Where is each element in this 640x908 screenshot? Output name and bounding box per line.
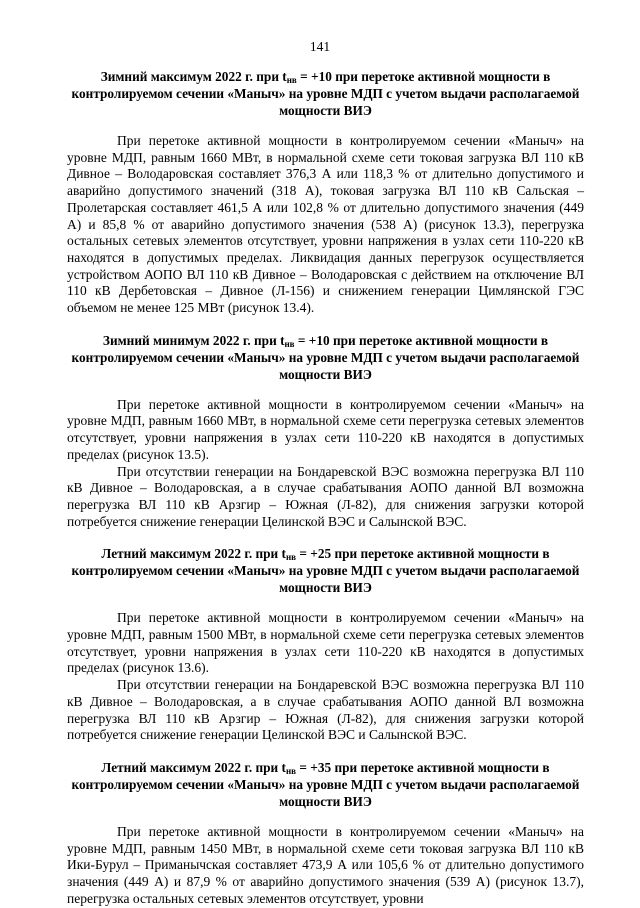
paragraph: При отсутствии генерации на Бондаревской ВЭС возможна перегрузка ВЛ 110 кВ Дивное – Володаровская, а в случае срабатывания АОПО данной ВЛ возможна перегрузка ВЛ 110 кВ Арзгир – Южная (Л-82), для снижения загрузки которой потребуется снижение генерации Целинской ВЭС и Салынской ВЭС.	[67, 677, 584, 743]
section-title: Зимний минимум 2022 г. при $t_{нв} = +10$ при перетоке активной мощности в контролируемом сечении «Маныч» на уровне МДП с учетом выдачи располагаемой мощности ВИЭ	[71, 332, 580, 382]
page-content	[67, 68, 584, 908]
section-title: Летний максимум 2022 г. при $t_{нв} = +35$ при перетоке активной мощности в контролируемом сечении «Маныч» на уровне МДП с учетом выдачи располагаемой мощности ВИЭ	[71, 759, 580, 809]
paragraph: При перетоке активной мощности в контролируемом сечении «Маныч» на уровне МДП, равным 1660 МВт, в нормальной схеме сети перегрузка сетевых элементов отсутствует, уровни напряжения в узлах сети 110-220 кВ находятся в допустимых пределах (рисунок 13.5).	[67, 396, 584, 462]
paragraph: При перетоке активной мощности в контролируемом сечении «Маныч» на уровне МДП, равным 1500 МВт, в нормальной схеме сети перегрузка сетевых элементов отсутствует, уровни напряжения в узлах сети 110-220 кВ находятся в допустимых пределах (рисунок 13.6).	[67, 610, 584, 676]
paragraph: При перетоке активной мощности в контролируемом сечении «Маныч» на уровне МДП, равным 1450 МВт, в нормальной схеме сети токовая загрузка ВЛ 110 кВ Ики-Бурул – Приманычская составляет 473,9 А или 105,6 % от длительно допустимого значения (449 А) и 87,9 % от аварийно допустимого значения (539 А) (рисунок 13.7), перегрузка остальных сетевых элементов отсутствует, уровни	[67, 823, 584, 906]
page-number: 141	[309, 39, 331, 54]
paragraph: При отсутствии генерации на Бондаревской ВЭС возможна перегрузка ВЛ 110 кВ Дивное – Володаровская, а в случае срабатывания АОПО данной ВЛ возможна перегрузка ВЛ 110 кВ Арзгир – Южная (Л-82), для снижения загрузки которой потребуется снижение генерации Целинской ВЭС и Салынской ВЭС.	[67, 463, 584, 529]
section-title: Летний максимум 2022 г. при $t_{нв} = +25$ при перетоке активной мощности в контролируемом сечении «Маныч» на уровне МДП с учетом выдачи располагаемой мощности ВИЭ	[71, 546, 580, 596]
paragraph: При перетоке активной мощности в контролируемом сечении «Маныч» на уровне МДП, равным 1660 МВт, в нормальной схеме сети токовая загрузка ВЛ 110 кВ Дивное – Володаровская составляет 376,3 А или 118,3 % от длительно допустимого и аварийно допустимого значений (318 А), токовая загрузка ВЛ 110 кВ Сальская – Пролетарская составляет 461,5 А или 102,8 % от длительно допустимого значения (449 А) и 85,8 % от аварийно допустимого значения (538 А) (рисунок 13.3), перегрузка остальных сетевых элементов отсутствует, уровни напряжения в узлах сети 110-220 кВ находятся в допустимых пределах. Ликвидация данных перегрузок осуществляется устройством АОПО ВЛ 110 кВ Дивное – Володаровская с действием на отключение ВЛ 110 кВ Дербетовская – Дивное (Л-156) и снижением генерации Цимлянской ГЭС объемом не менее 125 МВт (рисунок 13.4).	[67, 133, 584, 316]
section-title: Зимний максимум 2022 г. при $t_{нв} = +10$ при перетоке активной мощности в контролируемом сечении «Маныч» на уровне МДП с учетом выдачи располагаемой мощности ВИЭ	[71, 69, 580, 118]
